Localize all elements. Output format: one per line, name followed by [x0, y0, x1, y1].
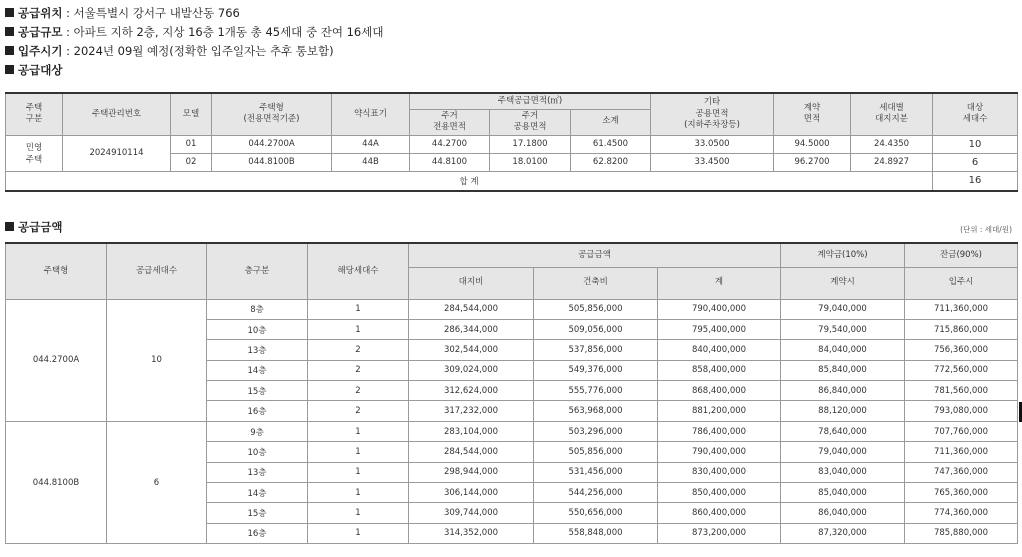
- total-cell: 790,400,000: [658, 442, 781, 462]
- square-bullet-icon: [5, 222, 14, 231]
- units-cell: 1: [308, 421, 409, 441]
- contract-cell: 94.5000: [774, 135, 851, 153]
- total-cell: 830,400,000: [658, 462, 781, 482]
- total-cell: 786,400,000: [658, 421, 781, 441]
- land-cell: 302,544,000: [409, 340, 534, 360]
- total-label: 합 계: [6, 171, 933, 191]
- th-house-type: 주택형 (전용면적기준): [212, 93, 332, 135]
- house-type-cell: 044.2700A: [6, 299, 107, 421]
- table-row: [6, 421, 1018, 441]
- th-subtotal: 소계: [571, 109, 651, 135]
- exclusive-cell: 44.2700: [410, 135, 490, 153]
- building-cell: 555,776,000: [534, 381, 658, 401]
- deposit-cell: 79,040,000: [781, 442, 905, 462]
- building-cell: 505,856,000: [534, 299, 658, 319]
- th-balance-sub: 입주시: [905, 267, 1018, 299]
- square-bullet-icon: [5, 65, 14, 74]
- model-cell: 02: [171, 153, 212, 171]
- supply-target-table: [5, 92, 1018, 192]
- table-row: [6, 299, 1018, 319]
- supply-price-table: [5, 242, 1018, 544]
- info-target: 공급대상: [5, 61, 383, 80]
- floor-cell: 16층: [207, 401, 308, 421]
- other-cell: 33.4500: [651, 153, 774, 171]
- total-cell: 795,400,000: [658, 319, 781, 339]
- th-common: 주거 공용면적: [490, 109, 571, 135]
- price-unit-note: (단위 : 세대/원): [960, 225, 1012, 234]
- units-cell: 1: [308, 483, 409, 503]
- balance-cell: 756,360,000: [905, 340, 1018, 360]
- building-cell: 563,968,000: [534, 401, 658, 421]
- deposit-cell: 86,040,000: [781, 503, 905, 523]
- land-cell: 312,624,000: [409, 381, 534, 401]
- floor-cell: 16층: [207, 523, 308, 543]
- floor-cell: 10층: [207, 442, 308, 462]
- deposit-cell: 83,040,000: [781, 462, 905, 482]
- deposit-cell: 85,040,000: [781, 483, 905, 503]
- total-cell: 840,400,000: [658, 340, 781, 360]
- units-cell: 1: [308, 503, 409, 523]
- subtotal-cell: 62.8200: [571, 153, 651, 171]
- land-cell: 284,544,000: [409, 299, 534, 319]
- supply-info: [5, 4, 383, 80]
- square-bullet-icon: [5, 27, 14, 36]
- th-floor: 층구분: [207, 243, 308, 299]
- supply-units-cell: 10: [107, 299, 207, 421]
- mgmt-no-cell: 2024910114: [63, 135, 171, 171]
- floor-cell: 10층: [207, 319, 308, 339]
- th-land-share: 세대별 대지지분: [851, 93, 933, 135]
- price-table-body: [6, 299, 1018, 544]
- total-cell: 860,400,000: [658, 503, 781, 523]
- exclusive-cell: 44.8100: [410, 153, 490, 171]
- units-cell: 10: [933, 135, 1018, 153]
- floor-cell: 13층: [207, 462, 308, 482]
- square-bullet-icon: [5, 46, 14, 55]
- building-cell: 531,456,000: [534, 462, 658, 482]
- land-cell: 24.8927: [851, 153, 933, 171]
- deposit-cell: 88,120,000: [781, 401, 905, 421]
- balance-cell: 781,560,000: [905, 381, 1018, 401]
- land-cell: 309,744,000: [409, 503, 534, 523]
- th-other-area: 기타 공용면적 (지하주차장등): [651, 93, 774, 135]
- floor-cell: 9층: [207, 421, 308, 441]
- short-cell: 44B: [332, 153, 410, 171]
- th-house-type: 주택형: [6, 243, 107, 299]
- units-cell: 1: [308, 319, 409, 339]
- building-cell: 558,848,000: [534, 523, 658, 543]
- model-cell: 01: [171, 135, 212, 153]
- house-type-cell: 044.8100B: [212, 153, 332, 171]
- units-cell: 2: [308, 381, 409, 401]
- building-cell: 505,856,000: [534, 442, 658, 462]
- balance-cell: 774,360,000: [905, 503, 1018, 523]
- th-units: 해당세대수: [308, 243, 409, 299]
- housing-category-cell: 민영 주택: [6, 135, 63, 171]
- deposit-cell: 78,640,000: [781, 421, 905, 441]
- land-cell: 314,352,000: [409, 523, 534, 543]
- price-section-title: 공급금액: [5, 219, 62, 235]
- balance-cell: 785,880,000: [905, 523, 1018, 543]
- units-cell: 1: [308, 442, 409, 462]
- units-cell: 2: [308, 401, 409, 421]
- th-target-units: 대상 세대수: [933, 93, 1018, 135]
- building-cell: 549,376,000: [534, 360, 658, 380]
- land-cell: 317,232,000: [409, 401, 534, 421]
- th-mgmt-no: 주택관리번호: [63, 93, 171, 135]
- th-balance: 잔금(90%): [905, 243, 1018, 267]
- deposit-cell: 84,040,000: [781, 340, 905, 360]
- th-land: 대지비: [409, 267, 534, 299]
- balance-cell: 772,560,000: [905, 360, 1018, 380]
- total-cell: 790,400,000: [658, 299, 781, 319]
- floor-cell: 14층: [207, 483, 308, 503]
- balance-cell: 711,360,000: [905, 442, 1018, 462]
- th-supply-area: 주택공급면적(㎡): [410, 93, 651, 109]
- balance-cell: 715,860,000: [905, 319, 1018, 339]
- building-cell: 537,856,000: [534, 340, 658, 360]
- table-row: [6, 135, 1018, 153]
- units-cell: 1: [308, 462, 409, 482]
- house-type-cell: 044.8100B: [6, 421, 107, 543]
- th-short: 약식표기: [332, 93, 410, 135]
- floor-cell: 15층: [207, 503, 308, 523]
- floor-cell: 13층: [207, 340, 308, 360]
- th-housing-category: 주택 구분: [6, 93, 63, 135]
- floor-cell: 15층: [207, 381, 308, 401]
- total-cell: 873,200,000: [658, 523, 781, 543]
- floor-cell: 14층: [207, 360, 308, 380]
- common-cell: 17.1800: [490, 135, 571, 153]
- building-cell: 503,296,000: [534, 421, 658, 441]
- building-cell: 509,056,000: [534, 319, 658, 339]
- units-cell: 1: [308, 523, 409, 543]
- th-deposit-sub: 계약시: [781, 267, 905, 299]
- deposit-cell: 79,540,000: [781, 319, 905, 339]
- common-cell: 18.0100: [490, 153, 571, 171]
- balance-cell: 793,080,000: [905, 401, 1018, 421]
- total-cell: 881,200,000: [658, 401, 781, 421]
- other-cell: 33.0500: [651, 135, 774, 153]
- units-cell: 2: [308, 360, 409, 380]
- info-location: 공급위치 : 서울특별시 강서구 내발산동 766: [5, 4, 383, 23]
- building-cell: 550,656,000: [534, 503, 658, 523]
- total-units: 16: [933, 171, 1018, 191]
- th-building: 건축비: [534, 267, 658, 299]
- th-exclusive: 주거 전용면적: [410, 109, 490, 135]
- square-bullet-icon: [5, 8, 14, 17]
- land-cell: 298,944,000: [409, 462, 534, 482]
- land-cell: 309,024,000: [409, 360, 534, 380]
- total-cell: 868,400,000: [658, 381, 781, 401]
- th-deposit: 계약금(10%): [781, 243, 905, 267]
- balance-cell: 711,360,000: [905, 299, 1018, 319]
- units-cell: 1: [308, 299, 409, 319]
- subtotal-cell: 61.4500: [571, 135, 651, 153]
- th-total: 계: [658, 267, 781, 299]
- short-cell: 44A: [332, 135, 410, 153]
- th-model: 모델: [171, 93, 212, 135]
- contract-cell: 96.2700: [774, 153, 851, 171]
- land-cell: 283,104,000: [409, 421, 534, 441]
- total-row: [6, 171, 1018, 191]
- th-contract-area: 계약 면적: [774, 93, 851, 135]
- balance-cell: 747,360,000: [905, 462, 1018, 482]
- balance-cell: 707,760,000: [905, 421, 1018, 441]
- units-cell: 2: [308, 340, 409, 360]
- floor-cell: 8층: [207, 299, 308, 319]
- deposit-cell: 87,320,000: [781, 523, 905, 543]
- info-move-in: 입주시기 : 2024년 09월 예정(정확한 입주일자는 추후 통보함): [5, 42, 383, 61]
- balance-cell: 765,360,000: [905, 483, 1018, 503]
- land-cell: 306,144,000: [409, 483, 534, 503]
- house-type-cell: 044.2700A: [212, 135, 332, 153]
- info-scale: 공급규모 : 아파트 지하 2층, 지상 16층 1개동 총 45세대 중 잔여 16세대: [5, 23, 383, 42]
- deposit-cell: 85,840,000: [781, 360, 905, 380]
- units-cell: 6: [933, 153, 1018, 171]
- supply-units-cell: 6: [107, 421, 207, 543]
- deposit-cell: 79,040,000: [781, 299, 905, 319]
- th-supply-units: 공급세대수: [107, 243, 207, 299]
- land-cell: 24.4350: [851, 135, 933, 153]
- deposit-cell: 86,840,000: [781, 381, 905, 401]
- th-supply-price: 공급금액: [409, 243, 781, 267]
- land-cell: 284,544,000: [409, 442, 534, 462]
- building-cell: 544,256,000: [534, 483, 658, 503]
- total-cell: 858,400,000: [658, 360, 781, 380]
- land-cell: 286,344,000: [409, 319, 534, 339]
- total-cell: 850,400,000: [658, 483, 781, 503]
